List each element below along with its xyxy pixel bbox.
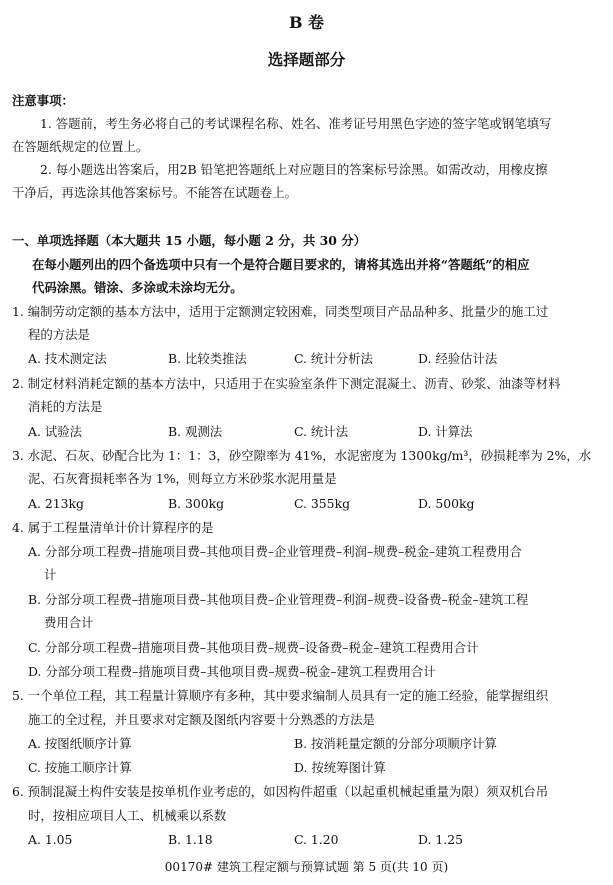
question-4-option-d: D. 分部分项工程费–措施项目费–其他项目费–规费–税金–建筑工程费用合计 bbox=[28, 664, 436, 679]
question-2-option-b: B. 观测法 bbox=[168, 424, 223, 439]
section-title: 选择题部分 bbox=[267, 50, 346, 69]
part-instruction-line-2: 代码涂黑。错涂、多涂或未涂均无分。 bbox=[32, 280, 243, 295]
question-1-option-b: B. 比较类推法 bbox=[168, 351, 247, 366]
question-5-option-a: A. 按图纸顺序计算 bbox=[28, 736, 132, 751]
question-3-option-a: A. 213kg bbox=[28, 496, 84, 511]
note-1-line-1: 1. 答题前，考生务必将自己的考试课程名称、姓名、准考证号用黑色字迹的签字笔或钢笔填写 bbox=[40, 116, 552, 131]
question-1-option-c: C. 统计分析法 bbox=[294, 351, 373, 366]
volume-title: B 卷 bbox=[288, 13, 325, 32]
question-2-line-1: 2. 制定材料消耗定额的基本方法中，只适用于在实验室条件下测定混凝土、沥青、砂浆、油漆等材料 bbox=[12, 376, 561, 391]
question-4-option-b-line-2: 费用合计 bbox=[44, 615, 94, 630]
question-2-option-a: A. 试验法 bbox=[28, 424, 82, 439]
question-5-option-b: B. 按消耗量定额的分部分项顺序计算 bbox=[294, 736, 497, 751]
question-6-option-b: B. 1.18 bbox=[168, 832, 213, 847]
question-5-line-1: 5. 一个单位工程，其工程量计算顺序有多种，其中要求编制人员具有一定的施工经验，能掌握组织 bbox=[12, 688, 549, 703]
question-2-option-d: D. 计算法 bbox=[418, 424, 473, 439]
note-2-line-1: 2. 每小题选出答案后，用2B 铅笔把答题纸上对应题目的答案标号涂黑。如需改动，用橡皮擦 bbox=[40, 162, 548, 177]
note-2-line-2: 干净后，再选涂其他答案标号。不能答在试题卷上。 bbox=[12, 185, 297, 200]
question-6-line-2: 时，按相应项目人工、机械乘以系数 bbox=[28, 808, 227, 823]
question-6-option-d: D. 1.25 bbox=[418, 832, 463, 847]
question-4-option-a-line-1: A. 分部分项工程费–措施项目费–其他项目费–企业管理费–利润–规费–税金–建筑工程费用合 bbox=[28, 544, 522, 559]
question-3-option-b: B. 300kg bbox=[168, 496, 225, 511]
question-5-line-2: 施工的全过程，并且要求对定额及图纸内容要十分熟悉的方法是 bbox=[28, 712, 375, 727]
question-3-line-2: 泥、石灰膏损耗率各为 1%，则每立方米砂浆水泥用量是 bbox=[28, 471, 337, 486]
question-1-line-2: 程的方法是 bbox=[28, 327, 90, 342]
question-2-option-c: C. 统计法 bbox=[294, 424, 349, 439]
question-4-option-c: C. 分部分项工程费–措施项目费–其他项目费–规费–设备费–税金–建筑工程费用合计 bbox=[28, 640, 479, 655]
question-3-line-1: 3. 水泥、石灰、砂配合比为 1：1：3，砂空隙率为 41%，水泥密度为 1300kg/m³，砂损耗率为 2%，水 bbox=[12, 448, 592, 463]
question-2-line-2: 消耗的方法是 bbox=[28, 399, 103, 414]
question-5-option-d: D. 按统筹图计算 bbox=[294, 760, 386, 775]
note-1-line-2: 在答题纸规定的位置上。 bbox=[12, 139, 149, 154]
part-heading: 一、单项选择题（本大题共 15 小题，每小题 2 分，共 30 分） bbox=[12, 233, 366, 248]
question-5-option-c: C. 按施工顺序计算 bbox=[28, 760, 132, 775]
question-1-option-d: D. 经验估计法 bbox=[418, 351, 498, 366]
question-6-line-1: 6. 预制混凝土构件安装是按单机作业考虑的，如因构件超重（以起重机械起重量为限）须双机台吊 bbox=[12, 784, 549, 799]
question-4-option-a-line-2: 计 bbox=[44, 567, 57, 582]
question-4-line-1: 4. 属于工程量清单计价计算程序的是 bbox=[12, 520, 214, 535]
question-6-option-c: C. 1.20 bbox=[294, 832, 339, 847]
question-3-option-c: C. 355kg bbox=[294, 496, 351, 511]
question-1-line-1: 1. 编制劳动定额的基本方法中，适用于定额测定较困难，同类型项目产品品种多、批量少的施工过 bbox=[12, 304, 549, 319]
notes-title: 注意事项： bbox=[12, 93, 74, 108]
part-instruction-line-1: 在每小题列出的四个备选项中只有一个是符合题目要求的，请将其选出并将“答题纸”的相应 bbox=[32, 257, 530, 272]
question-1-option-a: A. 技术测定法 bbox=[28, 351, 107, 366]
question-4-option-b-line-1: B. 分部分项工程费–措施项目费–其他项目费–企业管理费–利润–规费–设备费–税金–建筑工程 bbox=[28, 592, 529, 607]
question-6-option-a: A. 1.05 bbox=[28, 832, 73, 847]
question-3-option-d: D. 500kg bbox=[418, 496, 475, 511]
page-footer: 00170# 建筑工程定额与预算试题 第 5 页(共 10 页) bbox=[164, 860, 449, 874]
